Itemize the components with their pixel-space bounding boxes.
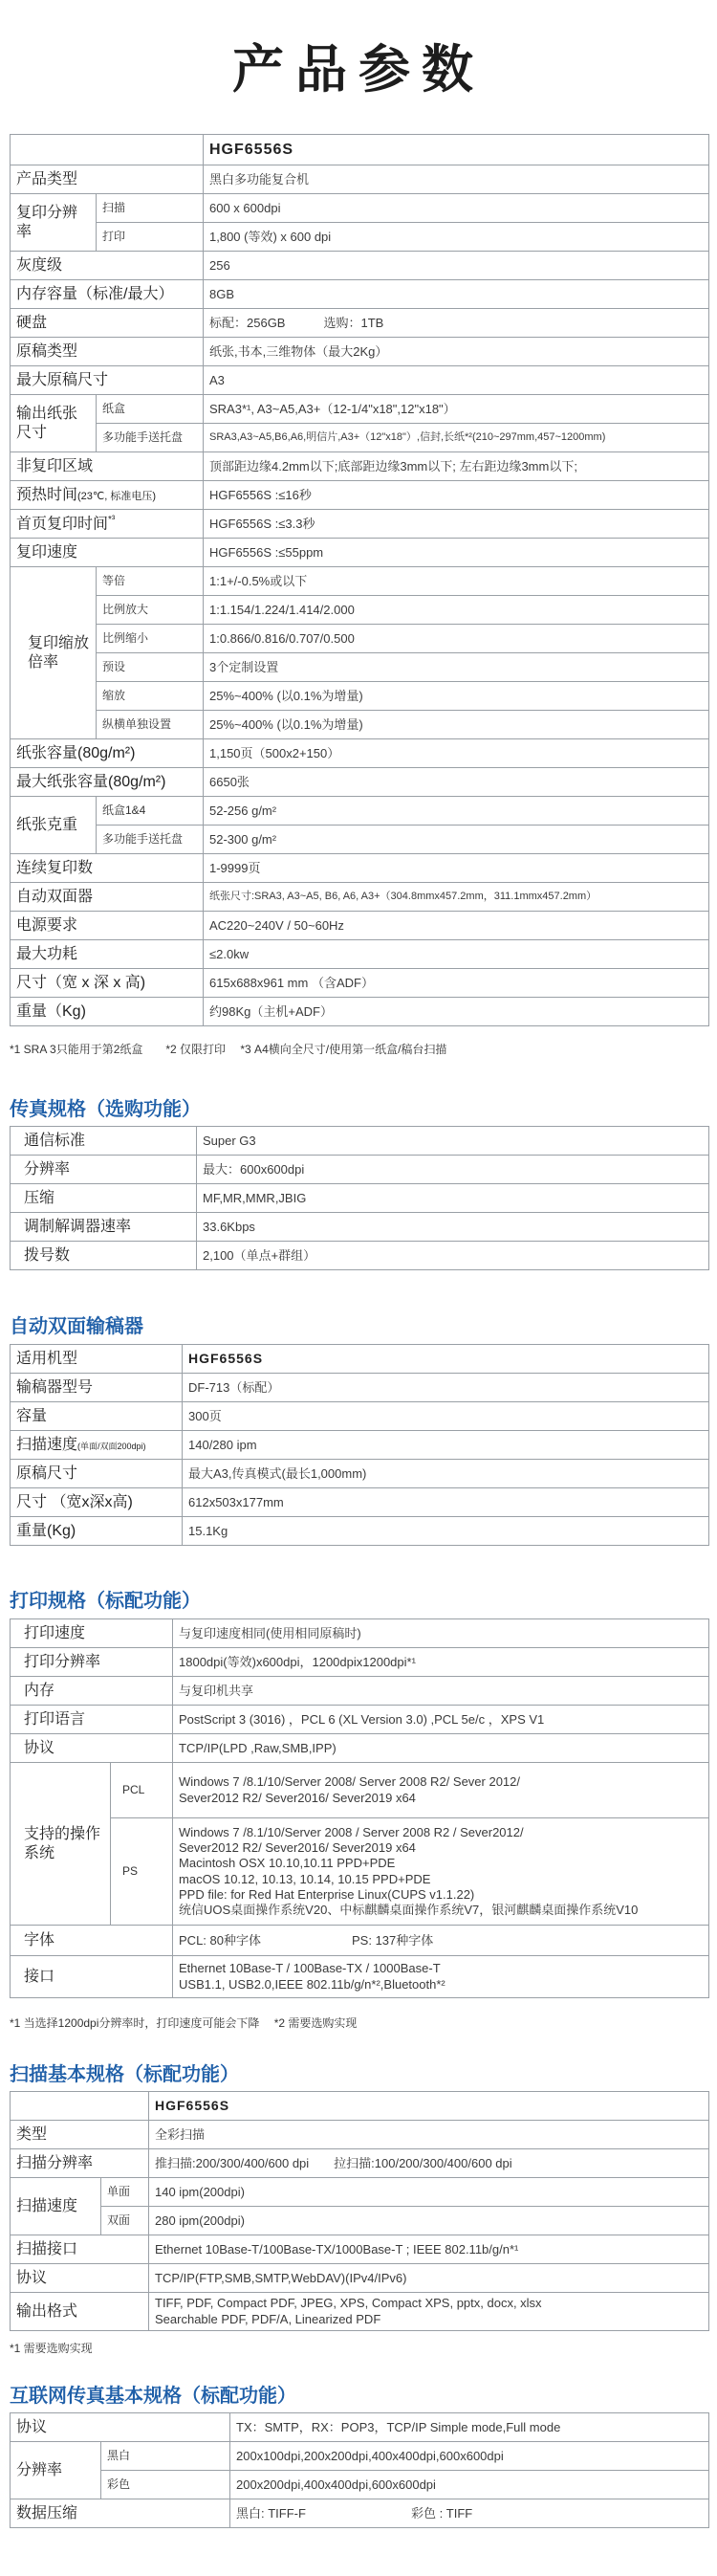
row-value: 280 ipm(200dpi) <box>149 2207 709 2235</box>
row-label: 调制解调器速率 <box>11 1213 197 1242</box>
row-value: 25%~400% (以0.1%为增量) <box>204 711 709 739</box>
row-label: 输出纸张尺寸 <box>11 395 97 452</box>
row-label: 最大纸张容量(80g/m²) <box>11 768 204 797</box>
row-value: 1:1.154/1.224/1.414/2.000 <box>204 596 709 625</box>
row-label: 打印语言 <box>11 1706 173 1734</box>
row-value: HGF6556S :≤3.3秒 <box>204 510 709 539</box>
row-value: SRA3*¹, A3~A5,A3+（12-1/4"x18",12"x18"） <box>204 395 709 424</box>
table-row <box>11 1926 709 1956</box>
row-value: 612x503x177mm <box>183 1488 709 1517</box>
sub-label: 等倍 <box>97 567 204 596</box>
section-title-print: 打印规格（标配功能） <box>10 1591 201 1612</box>
format-line: TIFF, PDF, Compact PDF, JPEG, XPS, Compact XPS, pptx, docx, xlsx <box>155 2296 542 2311</box>
comp-color: 彩色 : TIFF <box>410 2505 473 2521</box>
os-line: Windows 7 /8.1/10/Server 2008 / Server 2008 R2 / Sever2012/ <box>179 1824 524 1839</box>
row-label: 支持的操作系统 <box>11 1763 111 1926</box>
spec-footnote: *1 SRA 3只能用于第2纸盒 *2 仅限打印 *3 A4横向全尺寸/使用第一纸盒/稿台扫描 <box>10 1043 447 1056</box>
table-row <box>11 1517 709 1546</box>
row-label: 尺寸（宽 x 深 x 高) <box>11 969 204 998</box>
row-value: 200x200dpi,400x400dpi,600x600dpi <box>230 2471 709 2499</box>
row-label: 适用机型 <box>11 1345 183 1374</box>
hdd-option: 选购：1TB <box>323 315 384 330</box>
row-value <box>149 2293 709 2331</box>
spec-table <box>10 134 709 1026</box>
table-row <box>11 223 709 252</box>
row-value: HGF6556S :≤55ppm <box>204 539 709 567</box>
first-copy-label: 首页复印时间 <box>16 516 109 533</box>
row-value: 顶部距边缘4.2mm以下;底部距边缘3mm以下; 左右距边缘3mm以下; <box>204 452 709 481</box>
os-line: 统信UOS桌面操作系统V20、中标麒麟桌面操作系统V7，银河麒麟桌面操作系统V10 <box>179 1903 639 1917</box>
table-row <box>11 653 709 682</box>
table-row <box>11 883 709 912</box>
row-label: 灰度级 <box>11 252 204 280</box>
os-line: PPD file: for Red Hat Enterprise Linux(CUPS v1.1.22) <box>179 1886 475 1902</box>
row-label: 纸张容量(80g/m²) <box>11 739 204 768</box>
row-value: 25%~400% (以0.1%为增量) <box>204 682 709 711</box>
row-label: 重量（Kg) <box>11 998 204 1026</box>
row-value: 3个定制设置 <box>204 653 709 682</box>
scan-table <box>10 2091 709 2331</box>
row-label <box>11 481 204 510</box>
row-value: 140 ipm(200dpi) <box>149 2178 709 2207</box>
row-value: 300页 <box>183 1402 709 1431</box>
blank-cell <box>11 135 204 165</box>
table-row <box>11 1818 709 1926</box>
row-label: 电源要求 <box>11 912 204 940</box>
section-title-ifax: 互联网传真基本规格（标配功能） <box>10 2386 296 2407</box>
fax-table <box>10 1126 709 1270</box>
row-value: 15.1Kg <box>183 1517 709 1546</box>
table-row <box>11 1402 709 1431</box>
row-label: 协议 <box>11 2413 230 2442</box>
table-row <box>11 539 709 567</box>
row-label: 复印分辨率 <box>11 194 97 252</box>
sub-label: 比例缩小 <box>97 625 204 653</box>
scan-speed-note: (单面/双面200dpi) <box>77 1441 146 1451</box>
os-line: Sever2012 R2/ Sever2016/ Sever2019 x64 <box>179 1790 416 1805</box>
table-row <box>11 826 709 854</box>
row-value: 黑白多功能复合机 <box>204 165 709 194</box>
table-row <box>11 2121 709 2149</box>
table-row <box>11 739 709 768</box>
table-row <box>11 135 709 165</box>
table-row <box>11 1127 709 1156</box>
row-label: 分辨率 <box>11 2442 101 2499</box>
row-value: 1,800 (等效) x 600 dpi <box>204 223 709 252</box>
sub-label: 双面 <box>101 2207 149 2235</box>
row-value: 约98Kg（主机+ADF） <box>204 998 709 1026</box>
row-value: ≤2.0kw <box>204 940 709 969</box>
model-name: HGF6556S <box>149 2092 709 2121</box>
row-label: 硬盘 <box>11 309 204 338</box>
row-label: 内存 <box>11 1677 173 1706</box>
sub-label: 黑白 <box>101 2442 230 2471</box>
row-label: 压缩 <box>11 1184 197 1213</box>
table-row <box>11 309 709 338</box>
row-value: 1:1+/-0.5%或以下 <box>204 567 709 596</box>
table-row <box>11 625 709 653</box>
sub-label: 比例放大 <box>97 596 204 625</box>
row-label: 复印速度 <box>11 539 204 567</box>
sub-label: 纸盒1&4 <box>97 797 204 826</box>
row-value: 1800dpi(等效)x600dpi，1200dpix1200dpi*¹ <box>173 1648 709 1677</box>
sub-label: 多功能手送托盘 <box>97 826 204 854</box>
table-row <box>11 452 709 481</box>
hdd-standard: 标配：256GB <box>209 315 286 330</box>
font-pcl: PCL: 80种字体 <box>179 1932 261 1948</box>
table-row <box>11 165 709 194</box>
row-value: 与复印机共享 <box>173 1677 709 1706</box>
table-row <box>11 2149 709 2178</box>
row-label: 产品类型 <box>11 165 204 194</box>
row-label: 扫描接口 <box>11 2235 149 2264</box>
row-value: 6650张 <box>204 768 709 797</box>
row-value: Super G3 <box>197 1127 709 1156</box>
row-value: 纸张,书本,三维物体（最大2Kg） <box>204 338 709 366</box>
table-row <box>11 2499 709 2528</box>
warmup-note: (23℃, 标准电压) <box>77 490 157 502</box>
row-label: 分辨率 <box>11 1156 197 1184</box>
table-row <box>11 2092 709 2121</box>
sub-label: 打印 <box>97 223 204 252</box>
row-value: 200x100dpi,200x200dpi,400x400dpi,600x600dpi <box>230 2442 709 2471</box>
os-line: macOS 10.12, 10.13, 10.14, 10.15 PPD+PDE <box>179 1871 431 1886</box>
table-row <box>11 1213 709 1242</box>
row-value <box>204 309 709 338</box>
iface-line: Ethernet 10Base-T / 100Base-TX / 1000Base-T <box>179 1961 441 1976</box>
sub-label: 单面 <box>101 2178 149 2207</box>
row-value: TCP/IP(FTP,SMB,SMTP,WebDAV)(IPv4/IPv6) <box>149 2264 709 2293</box>
row-value: 1:0.866/0.816/0.707/0.500 <box>204 625 709 653</box>
row-label <box>11 1431 183 1460</box>
table-row <box>11 711 709 739</box>
table-row <box>11 1184 709 1213</box>
sub-label: 预设 <box>97 653 204 682</box>
table-row <box>11 424 709 452</box>
row-label: 数据压缩 <box>11 2499 230 2528</box>
table-row <box>11 912 709 940</box>
row-label: 打印分辨率 <box>11 1648 173 1677</box>
table-row <box>11 854 709 883</box>
table-row <box>11 2293 709 2331</box>
os-line: Windows 7 /8.1/10/Server 2008/ Server 2008 R2/ Sever 2012/ <box>179 1774 520 1790</box>
sub-label: 扫描 <box>97 194 204 223</box>
row-label: 协议 <box>11 2264 149 2293</box>
row-value: TCP/IP(LPD ,Raw,SMB,IPP) <box>173 1734 709 1763</box>
table-row <box>11 1763 709 1818</box>
row-label: 类型 <box>11 2121 149 2149</box>
row-value: 256 <box>204 252 709 280</box>
table-row <box>11 1648 709 1677</box>
sub-label: 缩放 <box>97 682 204 711</box>
row-value <box>173 1956 709 1998</box>
row-value: 2,100（单点+群组） <box>197 1242 709 1270</box>
row-value: MF,MR,MMR,JBIG <box>197 1184 709 1213</box>
row-value: AC220~240V / 50~60Hz <box>204 912 709 940</box>
row-label: 纸张克重 <box>11 797 97 854</box>
table-row <box>11 1242 709 1270</box>
sub-label: 多功能手送托盘 <box>97 424 204 452</box>
table-row <box>11 366 709 395</box>
row-label: 最大功耗 <box>11 940 204 969</box>
sub-label: PCL <box>111 1763 173 1818</box>
row-label <box>11 510 204 539</box>
row-value: 最大：600x600dpi <box>197 1156 709 1184</box>
table-row <box>11 1734 709 1763</box>
table-row <box>11 252 709 280</box>
row-value: 600 x 600dpi <box>204 194 709 223</box>
row-value: TX：SMTP，RX：POP3，TCP/IP Simple mode,Full mode <box>230 2413 709 2442</box>
font-ps: PS: 137种字体 <box>352 1932 434 1948</box>
row-label: 自动双面器 <box>11 883 204 912</box>
row-label: 字体 <box>11 1926 173 1956</box>
sub-label: 纸盒 <box>97 395 204 424</box>
table-row <box>11 2413 709 2442</box>
page-title: 产品参数 <box>232 41 485 99</box>
os-line: Sever2012 R2/ Sever2016/ Sever2019 x64 <box>179 1840 416 1855</box>
table-row <box>11 1345 709 1374</box>
table-row <box>11 969 709 998</box>
row-value: 52-300 g/m² <box>204 826 709 854</box>
table-row <box>11 2235 709 2264</box>
table-row <box>11 1488 709 1517</box>
row-value: HGF6556S <box>183 1345 709 1374</box>
row-value: 与复印速度相同(使用相同原稿时) <box>173 1619 709 1648</box>
row-value: 140/280 ipm <box>183 1431 709 1460</box>
row-value: 33.6Kbps <box>197 1213 709 1242</box>
row-value: 615x688x961 mm （含ADF） <box>204 969 709 998</box>
row-value: 1,150页（500x2+150） <box>204 739 709 768</box>
table-row <box>11 1156 709 1184</box>
sub-label: 纵横单独设置 <box>97 711 204 739</box>
row-label: 接口 <box>11 1956 173 1998</box>
table-row <box>11 338 709 366</box>
table-row <box>11 481 709 510</box>
row-value: 全彩扫描 <box>149 2121 709 2149</box>
table-row <box>11 1431 709 1460</box>
table-row <box>11 768 709 797</box>
sub-label: 彩色 <box>101 2471 230 2499</box>
blank-cell <box>11 2092 149 2121</box>
row-label: 复印缩放倍率 <box>11 567 97 739</box>
row-value <box>230 2499 709 2528</box>
table-row <box>11 1619 709 1648</box>
table-row <box>11 2207 709 2235</box>
warmup-label: 预热时间 <box>16 486 78 503</box>
section-title-fax: 传真规格（选购功能） <box>10 1099 201 1120</box>
table-row <box>11 797 709 826</box>
row-value: DF-713（标配） <box>183 1374 709 1402</box>
row-value: PostScript 3 (3016) ，PCL 6 (XL Version 3.0) ,PCL 5e/c ，XPS V1 <box>173 1706 709 1734</box>
table-row <box>11 567 709 596</box>
table-row <box>11 2442 709 2471</box>
table-row <box>11 2471 709 2499</box>
table-row <box>11 1677 709 1706</box>
footnote-mark: *³ <box>108 514 116 525</box>
row-label: 原稿类型 <box>11 338 204 366</box>
row-value <box>173 1818 709 1926</box>
table-row <box>11 2178 709 2207</box>
row-label: 尺寸 （宽x深x高) <box>11 1488 183 1517</box>
row-label: 连续复印数 <box>11 854 204 883</box>
row-value: 8GB <box>204 280 709 309</box>
table-row <box>11 1374 709 1402</box>
row-value <box>173 1926 709 1956</box>
table-row <box>11 1706 709 1734</box>
ifax-table <box>10 2412 709 2528</box>
os-line: Macintosh OSX 10.10,10.11 PPD+PDE <box>179 1856 396 1871</box>
row-label: 非复印区域 <box>11 452 204 481</box>
table-row <box>11 510 709 539</box>
row-value: 1-9999页 <box>204 854 709 883</box>
table-row <box>11 280 709 309</box>
row-value <box>173 1763 709 1818</box>
row-value: HGF6556S :≤16秒 <box>204 481 709 510</box>
sub-label: PS <box>111 1818 173 1926</box>
row-label: 拨号数 <box>11 1242 197 1270</box>
section-title-scan: 扫描基本规格（标配功能） <box>10 2064 239 2085</box>
row-value: Ethernet 10Base-T/100Base-TX/1000Base-T ; IEEE 802.11b/g/n*¹ <box>149 2235 709 2264</box>
format-line: Searchable PDF, PDF/A, Linearized PDF <box>155 2311 381 2326</box>
table-row <box>11 1460 709 1488</box>
row-value: 推扫描:200/300/400/600 dpi 拉扫描:100/200/300/400/600 dpi <box>149 2149 709 2178</box>
adf-table <box>10 1344 709 1546</box>
table-row <box>11 395 709 424</box>
row-value: SRA3,A3~A5,B6,A6,明信片,A3+（12"x18"）,信封,长纸*²(210~297mm,457~1200mm) <box>204 424 709 452</box>
iface-line: USB1.1, USB2.0,IEEE 802.11b/g/n*²,Bluetooth*² <box>179 1976 445 1992</box>
row-label: 协议 <box>11 1734 173 1763</box>
print-footnote: *1 当选择1200dpi分辨率时，打印速度可能会下降 *2 需要选购实现 <box>10 2016 358 2030</box>
scan-speed-label: 扫描速度 <box>16 1436 78 1453</box>
row-value: 最大A3,传真模式(最长1,000mm) <box>183 1460 709 1488</box>
row-value: A3 <box>204 366 709 395</box>
row-label: 最大原稿尺寸 <box>11 366 204 395</box>
table-row <box>11 2264 709 2293</box>
row-label: 容量 <box>11 1402 183 1431</box>
row-label: 扫描速度 <box>11 2178 101 2235</box>
table-row <box>11 682 709 711</box>
row-label: 输稿器型号 <box>11 1374 183 1402</box>
section-title-adf: 自动双面输稿器 <box>10 1316 143 1337</box>
table-row <box>11 194 709 223</box>
scan-footnote: *1 需要选购实现 <box>10 2342 93 2355</box>
comp-bw: 黑白: TIFF-F <box>236 2505 306 2521</box>
table-row <box>11 940 709 969</box>
row-label: 扫描分辨率 <box>11 2149 149 2178</box>
row-label: 输出格式 <box>11 2293 149 2331</box>
model-name: HGF6556S <box>204 135 709 165</box>
row-label: 内存容量（标准/最大） <box>11 280 204 309</box>
table-row <box>11 596 709 625</box>
row-value: 纸张尺寸:SRA3, A3~A5, B6, A6, A3+（304.8mmx457.2mm，311.1mmx457.2mm） <box>204 883 709 912</box>
row-label: 通信标准 <box>11 1127 197 1156</box>
row-value: 52-256 g/m² <box>204 797 709 826</box>
print-table <box>10 1618 709 1998</box>
table-row <box>11 1956 709 1998</box>
table-row <box>11 998 709 1026</box>
row-label: 原稿尺寸 <box>11 1460 183 1488</box>
row-label: 重量(Kg) <box>11 1517 183 1546</box>
row-label: 打印速度 <box>11 1619 173 1648</box>
